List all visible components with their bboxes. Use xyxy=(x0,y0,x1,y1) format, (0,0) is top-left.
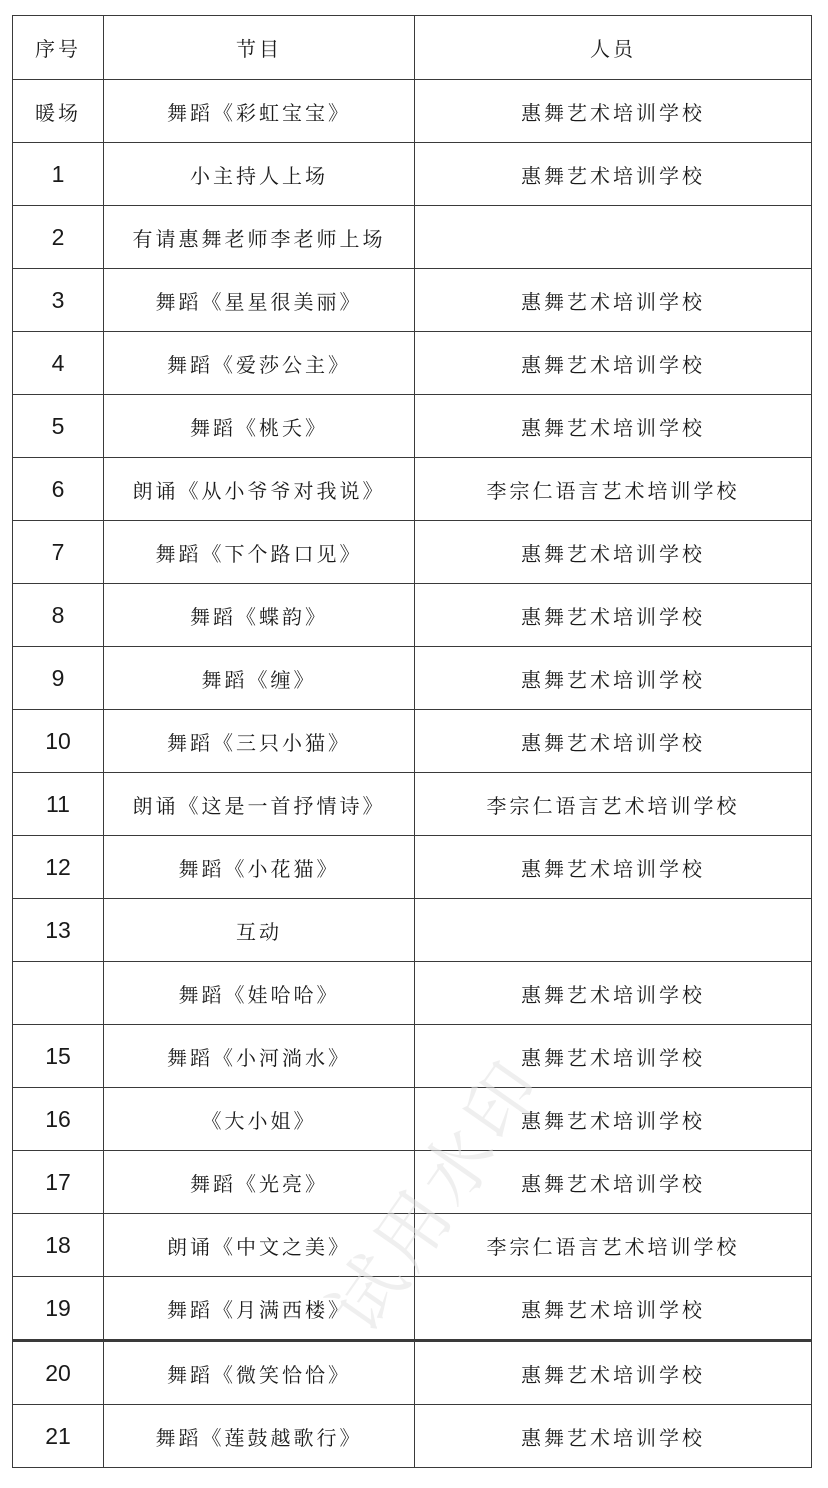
row-performer: 惠舞艺术培训学校 xyxy=(415,80,812,143)
table-row xyxy=(13,80,812,143)
row-performer: 惠舞艺术培训学校 xyxy=(415,1088,812,1151)
row-no: 11 xyxy=(13,773,104,836)
row-no: 16 xyxy=(13,1088,104,1151)
table-row xyxy=(13,647,812,710)
row-performer: 惠舞艺术培训学校 xyxy=(415,962,812,1025)
table-row xyxy=(13,584,812,647)
row-program: 舞蹈《桃夭》 xyxy=(104,395,415,458)
row-performer: 惠舞艺术培训学校 xyxy=(415,1341,812,1405)
row-no: 暖场 xyxy=(13,80,104,143)
row-no xyxy=(13,962,104,1025)
table-row xyxy=(13,521,812,584)
row-no: 9 xyxy=(13,647,104,710)
row-performer: 惠舞艺术培训学校 xyxy=(415,1405,812,1468)
row-no: 21 xyxy=(13,1405,104,1468)
table-row xyxy=(13,206,812,269)
row-performer: 惠舞艺术培训学校 xyxy=(415,143,812,206)
row-performer: 惠舞艺术培训学校 xyxy=(415,1277,812,1341)
row-program: 舞蹈《莲鼓越歌行》 xyxy=(104,1405,415,1468)
row-program: 舞蹈《娃哈哈》 xyxy=(104,962,415,1025)
row-performer: 惠舞艺术培训学校 xyxy=(415,1025,812,1088)
row-no: 4 xyxy=(13,332,104,395)
row-no: 7 xyxy=(13,521,104,584)
header-no: 序号 xyxy=(13,16,104,80)
table-row xyxy=(13,773,812,836)
row-program: 舞蹈《月满西楼》 xyxy=(104,1277,415,1341)
row-no: 1 xyxy=(13,143,104,206)
row-no: 20 xyxy=(13,1341,104,1405)
table-row xyxy=(13,1277,812,1341)
table-row xyxy=(13,269,812,332)
row-performer: 惠舞艺术培训学校 xyxy=(415,1151,812,1214)
row-performer: 李宗仁语言艺术培训学校 xyxy=(415,458,812,521)
table-row xyxy=(13,143,812,206)
row-performer: 惠舞艺术培训学校 xyxy=(415,836,812,899)
program-table xyxy=(12,15,812,1468)
row-program: 舞蹈《下个路口见》 xyxy=(104,521,415,584)
table-row xyxy=(13,1151,812,1214)
row-performer xyxy=(415,899,812,962)
row-performer: 惠舞艺术培训学校 xyxy=(415,647,812,710)
row-no: 19 xyxy=(13,1277,104,1341)
table-row xyxy=(13,1088,812,1151)
header-program: 节目 xyxy=(104,16,415,80)
table-row xyxy=(13,1025,812,1088)
row-program: 互动 xyxy=(104,899,415,962)
row-program: 舞蹈《星星很美丽》 xyxy=(104,269,415,332)
row-program: 舞蹈《小花猫》 xyxy=(104,836,415,899)
row-no: 8 xyxy=(13,584,104,647)
trial-watermark: 试用水印 xyxy=(313,1043,561,1348)
row-program: 舞蹈《微笑恰恰》 xyxy=(104,1341,415,1405)
row-no: 18 xyxy=(13,1214,104,1277)
row-performer: 惠舞艺术培训学校 xyxy=(415,584,812,647)
row-performer: 李宗仁语言艺术培训学校 xyxy=(415,1214,812,1277)
row-no: 10 xyxy=(13,710,104,773)
table-row xyxy=(13,1405,812,1468)
row-performer: 惠舞艺术培训学校 xyxy=(415,395,812,458)
row-program: 舞蹈《小河淌水》 xyxy=(104,1025,415,1088)
table-row xyxy=(13,1214,812,1277)
row-program: 朗诵《从小爷爷对我说》 xyxy=(104,458,415,521)
row-program: 有请惠舞老师李老师上场 xyxy=(104,206,415,269)
row-no: 6 xyxy=(13,458,104,521)
table-row xyxy=(13,458,812,521)
table-row xyxy=(13,332,812,395)
row-no: 12 xyxy=(13,836,104,899)
row-program: 舞蹈《缠》 xyxy=(104,647,415,710)
table-row xyxy=(13,899,812,962)
row-performer xyxy=(415,206,812,269)
row-performer: 惠舞艺术培训学校 xyxy=(415,710,812,773)
row-no: 13 xyxy=(13,899,104,962)
row-program: 小主持人上场 xyxy=(104,143,415,206)
row-program: 舞蹈《光亮》 xyxy=(104,1151,415,1214)
row-performer: 惠舞艺术培训学校 xyxy=(415,521,812,584)
row-no: 15 xyxy=(13,1025,104,1088)
row-program: 舞蹈《蝶韵》 xyxy=(104,584,415,647)
row-no: 3 xyxy=(13,269,104,332)
row-program: 朗诵《这是一首抒情诗》 xyxy=(104,773,415,836)
row-no: 17 xyxy=(13,1151,104,1214)
table-row xyxy=(13,836,812,899)
row-no: 5 xyxy=(13,395,104,458)
row-program: 舞蹈《三只小猫》 xyxy=(104,710,415,773)
row-program: 《大小姐》 xyxy=(104,1088,415,1151)
row-program: 舞蹈《彩虹宝宝》 xyxy=(104,80,415,143)
table-row xyxy=(13,395,812,458)
row-performer: 惠舞艺术培训学校 xyxy=(415,332,812,395)
table-row xyxy=(13,1341,812,1405)
table-row xyxy=(13,962,812,1025)
program-table-wrapper xyxy=(12,15,811,1468)
table-body xyxy=(13,80,812,1468)
row-program: 舞蹈《爱莎公主》 xyxy=(104,332,415,395)
header-performer: 人员 xyxy=(415,16,812,80)
table-header-row xyxy=(13,16,812,80)
table-row xyxy=(13,710,812,773)
row-no: 2 xyxy=(13,206,104,269)
row-program: 朗诵《中文之美》 xyxy=(104,1214,415,1277)
row-performer: 李宗仁语言艺术培训学校 xyxy=(415,773,812,836)
row-performer: 惠舞艺术培训学校 xyxy=(415,269,812,332)
